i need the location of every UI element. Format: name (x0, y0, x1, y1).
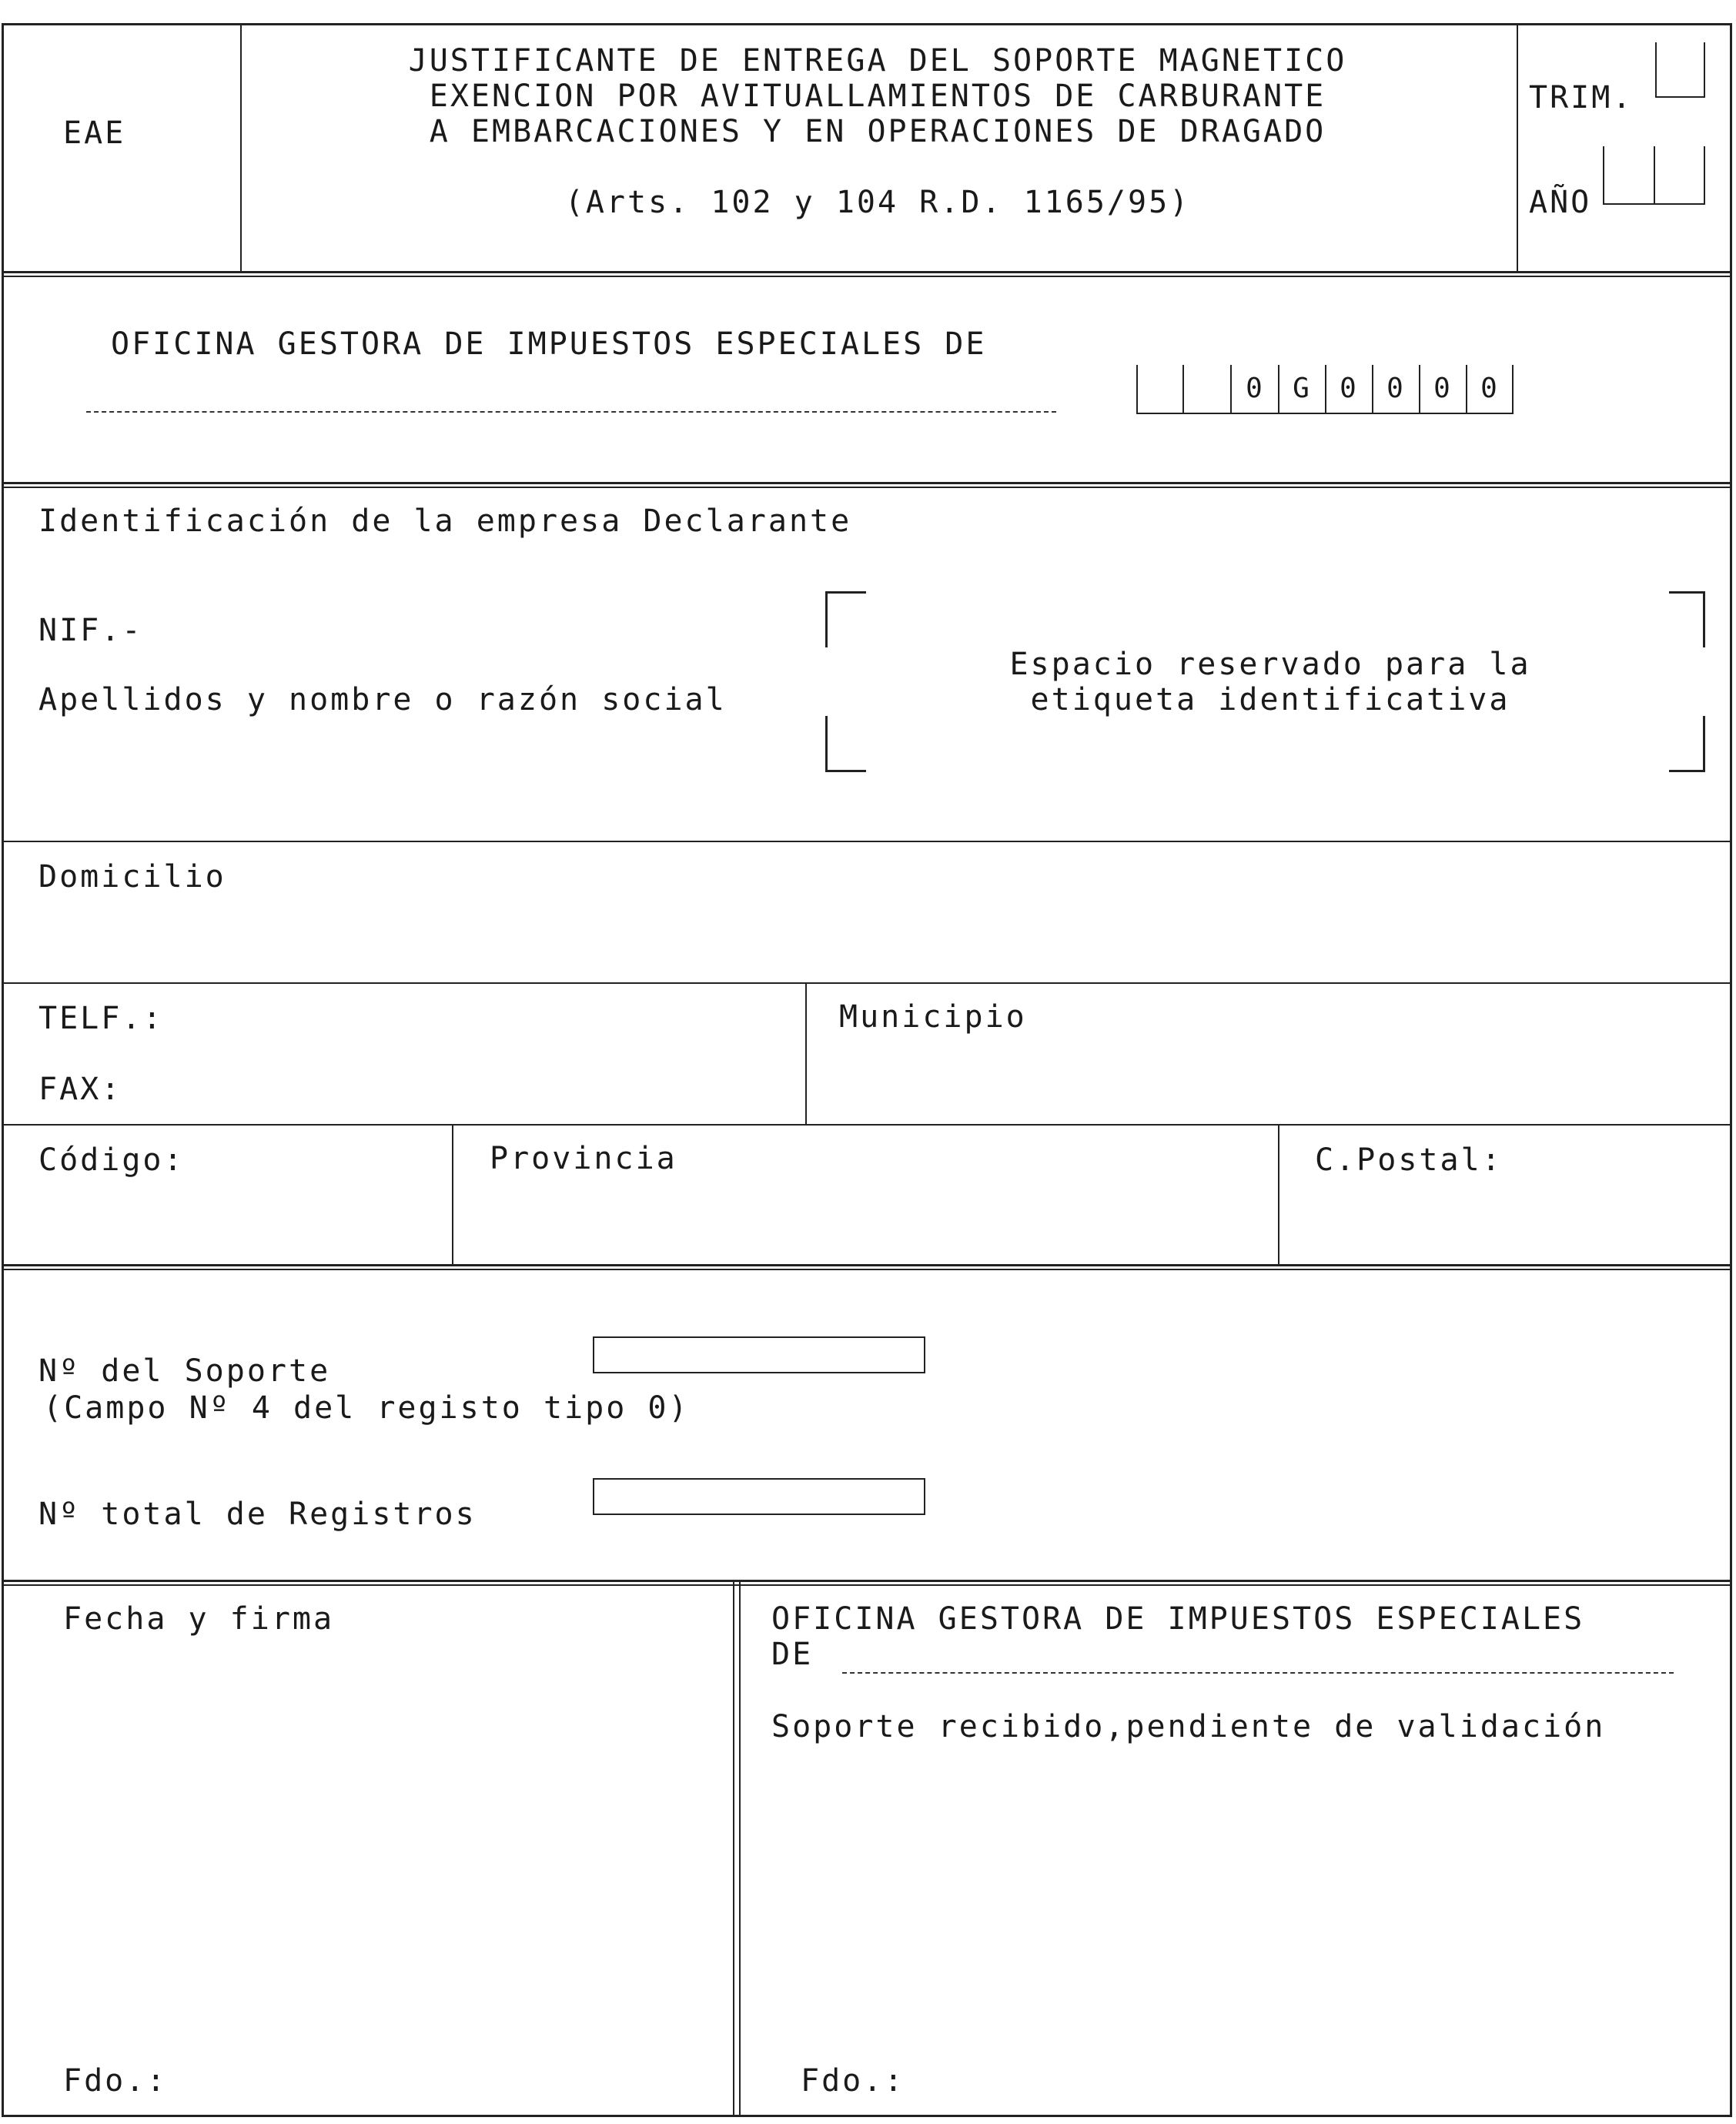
nif-label: NIF.- (38, 613, 143, 648)
oficina-receipt-line-2: DE (771, 1637, 814, 1672)
cpostal-label: C.Postal: (1315, 1142, 1503, 1178)
oficina-receipt-name-field[interactable] (842, 1672, 1674, 1674)
identificacion-bottom-rule (2, 841, 1732, 842)
location-bottom-rule (2, 1264, 1732, 1266)
fax-label: FAX: (38, 1072, 122, 1107)
header-divider-right (1517, 23, 1518, 271)
oficina-code-field[interactable] (1136, 365, 1514, 414)
soporte-bottom-rule (2, 1580, 1732, 1582)
codigo-label: Código: (38, 1142, 185, 1178)
oficina-code-cell: 0 (1480, 373, 1497, 404)
label-space-text-1: Espacio reservado para la (1009, 647, 1531, 682)
oficina-code-cell: 0 (1386, 373, 1403, 404)
form-title-line-3: A EMBARCACIONES Y EN OPERACIONES DE DRAGADO (429, 114, 1326, 149)
total-registros-label: Nº total de Registros (38, 1497, 477, 1532)
form-articles: (Arts. 102 y 104 R.D. 1165/95) (564, 185, 1191, 220)
label-space-bracket-top-right (1669, 591, 1705, 647)
oficina-code-cell: G (1293, 373, 1310, 404)
provincia-cpostal-divider (1278, 1124, 1279, 1264)
footer-divider-a (733, 1580, 734, 2117)
label-space-text-2: etiqueta identificativa (1030, 682, 1510, 717)
soporte-recibido-text: Soporte recibido,pendiente de validación (771, 1709, 1606, 1744)
numero-soporte-note: (Campo Nº 4 del registo tipo 0) (43, 1390, 690, 1426)
oficina-bottom-rule (2, 482, 1732, 484)
oficina-label: OFICINA GESTORA DE IMPUESTOS ESPECIALES DE (111, 326, 987, 362)
fdo-right-label: Fdo.: (801, 2063, 905, 2099)
form-code: EAE (63, 115, 126, 151)
codigo-provincia-divider (452, 1124, 453, 1264)
trim-field[interactable] (1655, 42, 1705, 98)
trim-label: TRIM. (1529, 80, 1634, 115)
razon-social-label: Apellidos y nombre o razón social (38, 682, 727, 717)
signature-area-left[interactable] (15, 1647, 724, 2048)
oficina-code-cell: 0 (1340, 373, 1356, 404)
header-bottom-rule (2, 271, 1732, 273)
oficina-code-cell (1136, 365, 1182, 413)
numero-soporte-field[interactable] (593, 1336, 925, 1373)
total-registros-field[interactable] (593, 1478, 925, 1515)
telf-municipio-divider (805, 982, 807, 1124)
label-space-bracket-bottom-left (825, 716, 866, 772)
label-space-bracket-top-left (825, 591, 866, 647)
domicilio-bottom-rule (2, 982, 1732, 984)
oficina-code-cell: 0 (1246, 373, 1263, 404)
fecha-firma-label: Fecha y firma (63, 1601, 335, 1637)
footer-divider-b (739, 1580, 741, 2117)
form-title-line-2: EXENCION POR AVITUALLAMIENTOS DE CARBURANTE (429, 79, 1326, 114)
identificacion-title: Identificación de la empresa Declarante (38, 503, 852, 539)
fdo-left-label: Fdo.: (63, 2063, 168, 2099)
numero-soporte-label: Nº del Soporte (38, 1353, 331, 1389)
ano-label: AÑO (1529, 185, 1592, 220)
municipio-label: Municipio (839, 999, 1027, 1035)
provincia-label: Provincia (490, 1141, 677, 1176)
oficina-code-cell: 0 (1433, 373, 1450, 404)
oficina-name-field[interactable] (86, 411, 1056, 413)
ano-field[interactable] (1603, 146, 1705, 205)
oficina-receipt-line-1: OFICINA GESTORA DE IMPUESTOS ESPECIALES (771, 1601, 1585, 1637)
form-title-line-1: JUSTIFICANTE DE ENTREGA DEL SOPORTE MAGNETICO (408, 43, 1347, 79)
header-divider-left (240, 23, 242, 271)
oficina-code-cell (1183, 365, 1229, 413)
domicilio-label: Domicilio (38, 859, 226, 895)
signature-area-right[interactable] (754, 1763, 1717, 2048)
contact-bottom-rule (2, 1124, 1732, 1126)
telf-label: TELF.: (38, 1001, 164, 1036)
label-space-bracket-bottom-right (1669, 716, 1705, 772)
